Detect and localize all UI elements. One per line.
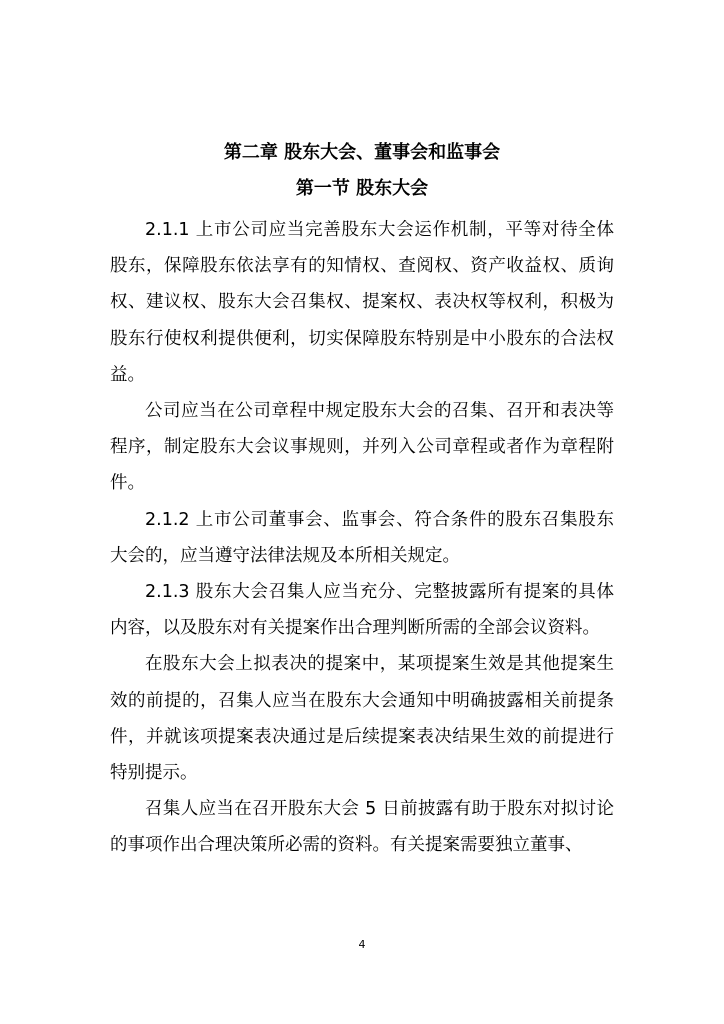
paragraph-proposal-premise: 在股东大会上拟表决的提案中，某项提案生效是其他提案生效的前提的，召集人应当在股东大会通知中明确披露相关前提条件，并就该项提案表决通过是后续提案表决结果生效的前提进行特别提示。 xyxy=(110,654,614,784)
chapter-title: 第二章 股东大会、董事会和监事会 xyxy=(223,142,501,163)
paragraph-2-1-2: 2.1.2 上市公司董事会、监事会、符合条件的股东召集股东大会的，应当遵守法律法规及本所相关规定。 xyxy=(110,509,614,566)
paragraph-2-1-3: 2.1.3 股东大会召集人应当充分、完整披露所有提案的具体内容，以及股东对有关提案作出合理判断所需的全部会议资料。 xyxy=(110,582,614,639)
body-text xyxy=(110,212,614,864)
paragraph-2-1-1: 2.1.1 上市公司应当完善股东大会运作机制，平等对待全体股东，保障股东依法享有的知情权、查阅权、资产收益权、质询权、建议权、股东大会召集权、提案权、表决权等权利，积极为股东行使权利提供便利，切实保障股东特别是中小股东的合法权益。 xyxy=(110,220,614,385)
paragraph-disclosure-materials: 召集人应当在召开股东大会 5 日前披露有助于股东对拟讨论的事项作出合理决策所必需的资料。有关提案需要独立董事、 xyxy=(110,799,614,856)
page-number: 4 xyxy=(358,938,366,951)
paragraph-charter-rules: 公司应当在公司章程中规定股东大会的召集、召开和表决等程序，制定股东大会议事规则，并列入公司章程或者作为章程附件。 xyxy=(110,401,614,494)
section-title: 第一节 股东大会 xyxy=(295,178,429,199)
